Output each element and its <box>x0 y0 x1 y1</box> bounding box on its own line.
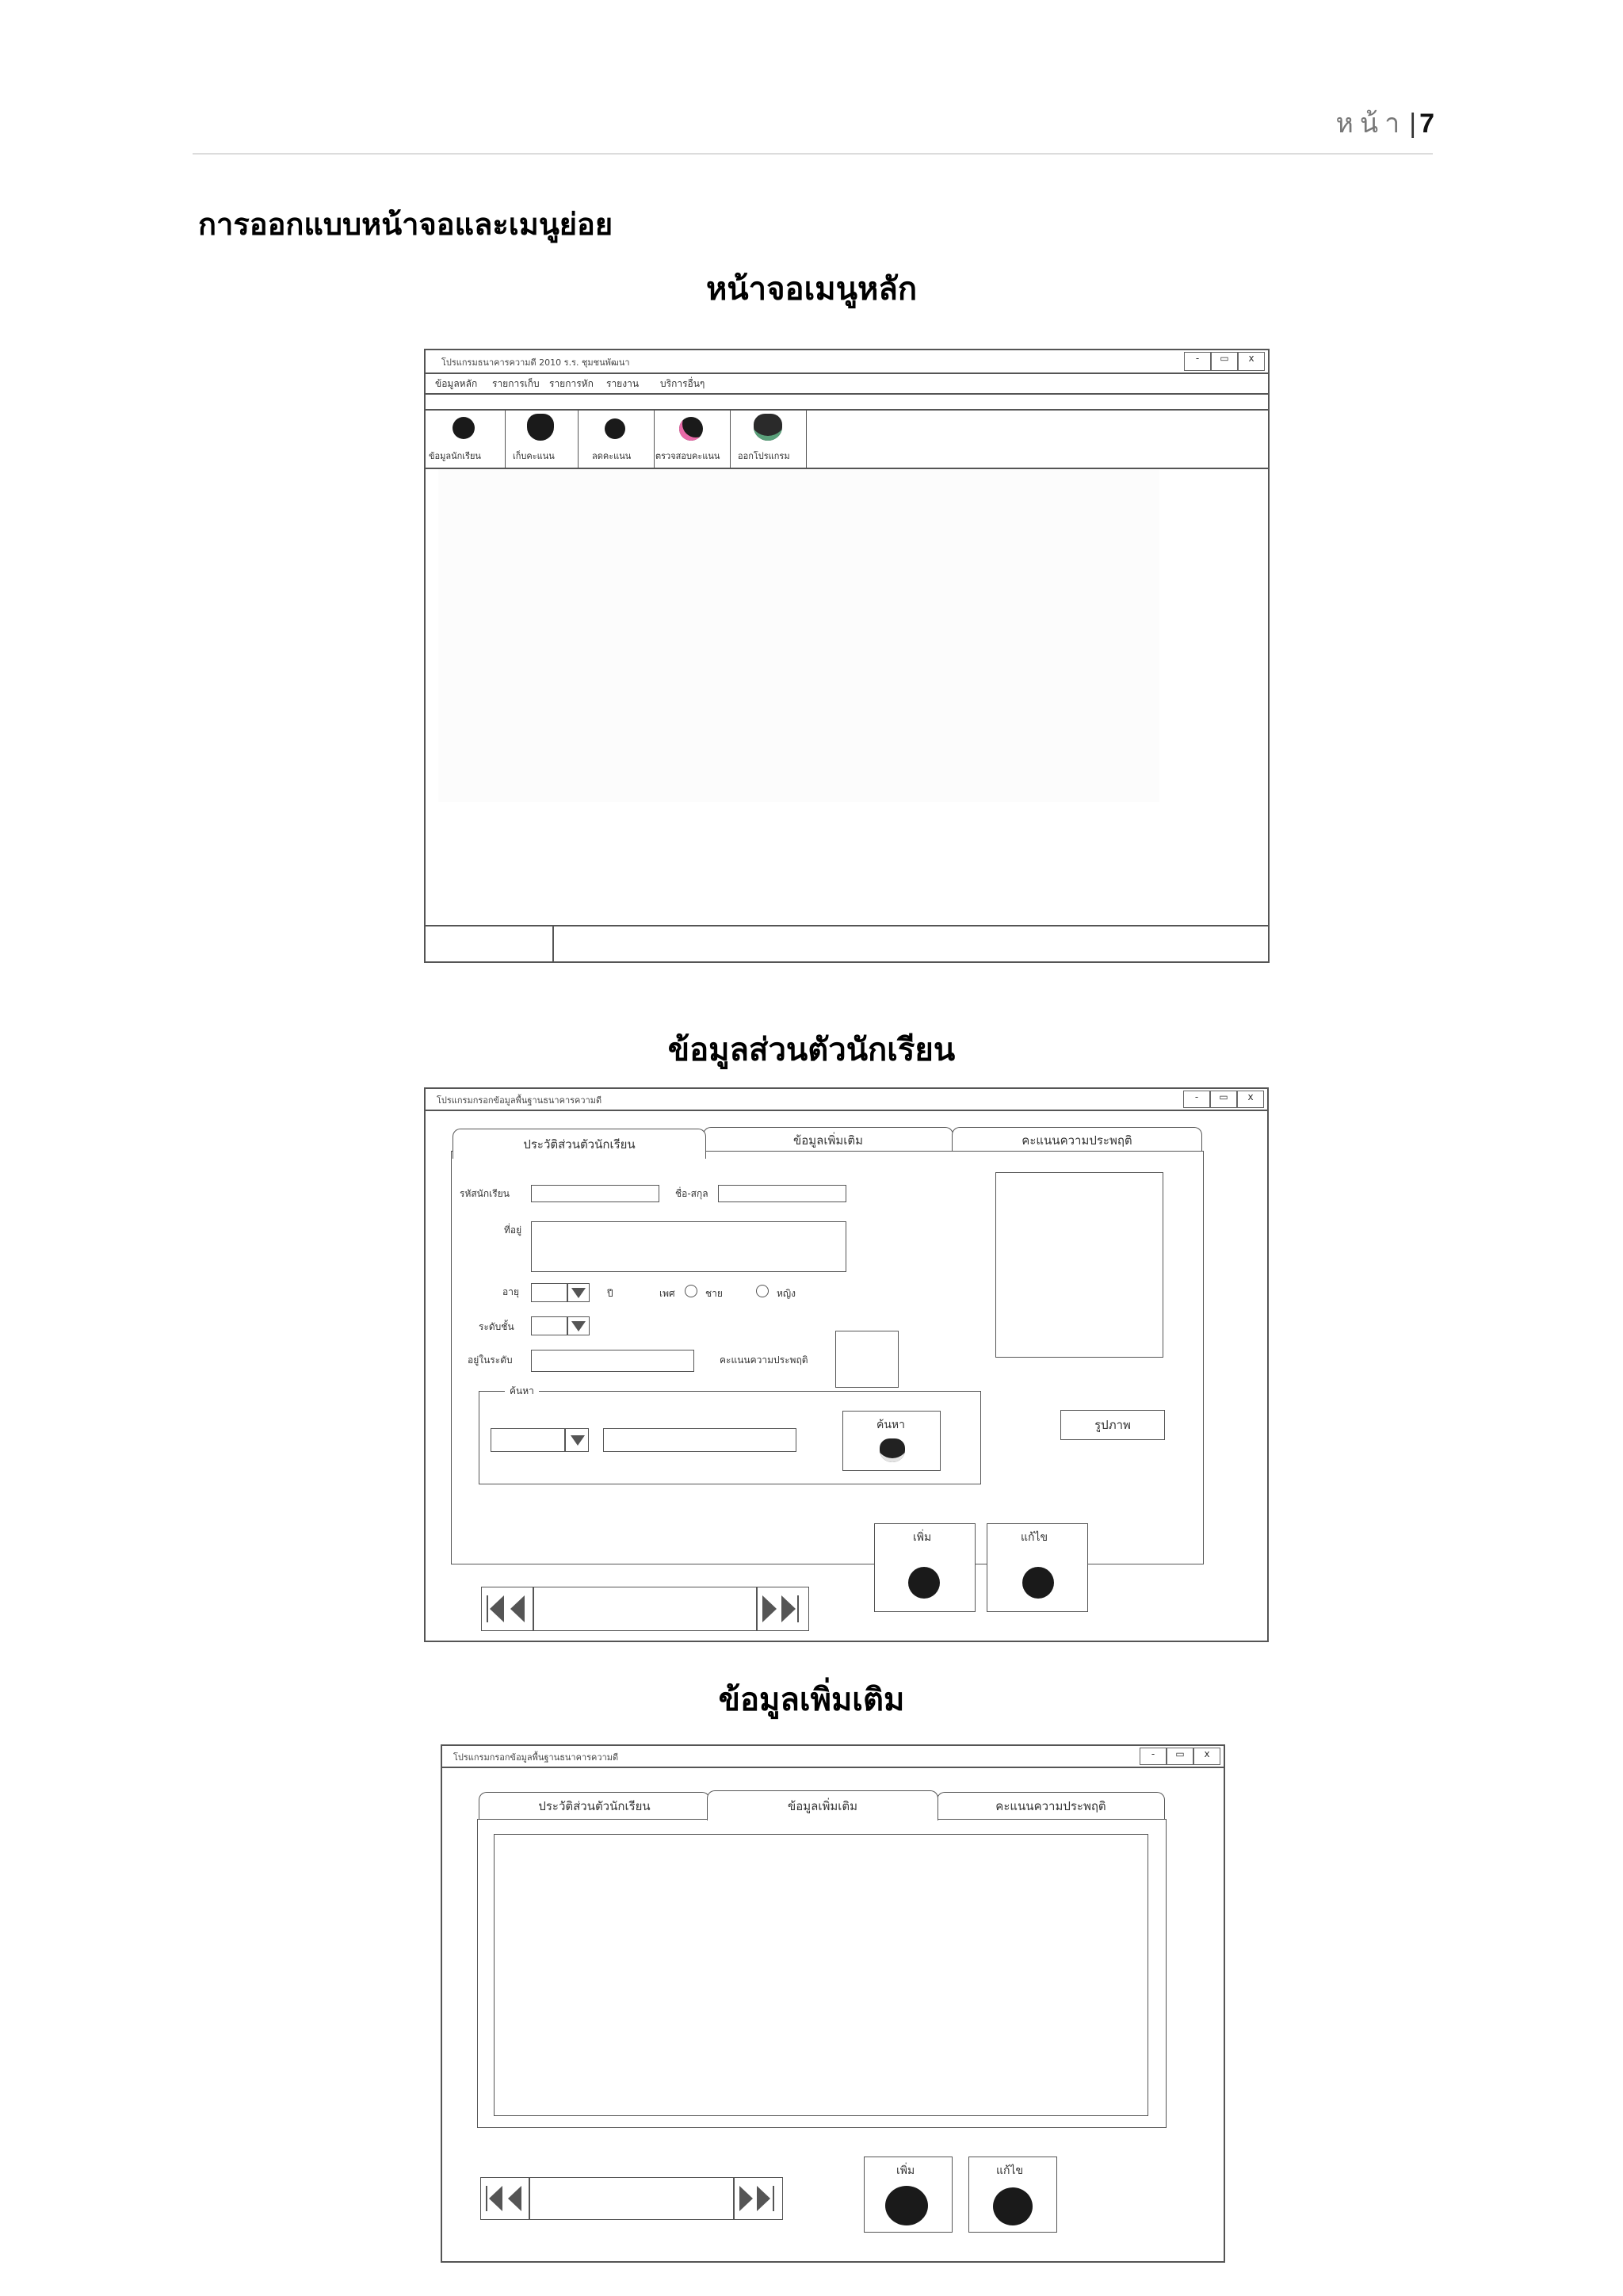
additional-info-area[interactable] <box>494 1834 1148 2116</box>
toolbar-collect-score[interactable]: เก็บคะแนน <box>505 409 579 468</box>
screen2-caption: ข้อมูลส่วนตัวนักเรียน <box>667 1032 956 1068</box>
age-label: อายุ <box>502 1286 519 1297</box>
bomb-icon <box>993 2187 1033 2225</box>
maximize-button[interactable]: ▭ <box>1210 1091 1237 1108</box>
female-radio[interactable] <box>756 1285 769 1297</box>
bomb-icon <box>885 2186 928 2225</box>
window-title: โปรแกรมธนาคารความดี 2010 ร.ร. ชุมชนพัฒนา <box>441 357 630 368</box>
window-title: โปรแกรมกรอกข้อมูลพื้นฐานธนาคารความดี <box>453 1752 619 1763</box>
photo-frame <box>995 1172 1163 1358</box>
previous-record-icon[interactable] <box>510 1595 525 1622</box>
menu-item-services[interactable]: บริการอื่นๆ <box>660 378 705 389</box>
name-label: ชื่อ-สกุล <box>675 1188 708 1199</box>
in-grade-label: อยู่ในระดับ <box>468 1354 513 1366</box>
search-group <box>479 1385 981 1484</box>
title-bar <box>426 350 1268 374</box>
previous-record-icon[interactable] <box>508 2186 521 2211</box>
toolbar-exit[interactable]: ออกโปรแกรม <box>730 409 807 468</box>
menu-bar <box>426 372 1268 395</box>
grade-select[interactable] <box>531 1316 590 1335</box>
minimize-button[interactable]: - <box>1184 352 1211 371</box>
content-area <box>438 469 1159 802</box>
add-button[interactable]: เพิ่ม <box>874 1523 976 1612</box>
in-grade-field[interactable] <box>531 1350 694 1372</box>
screen1-caption: หน้าจอเมนูหลัก <box>705 271 918 308</box>
minimize-button[interactable]: - <box>1140 1748 1167 1765</box>
title-bar <box>426 1089 1267 1111</box>
address-label: ที่อยู่ <box>504 1224 522 1236</box>
tab-conduct-score[interactable]: คะแนนความประพฤติ <box>937 1792 1165 1819</box>
search-button[interactable]: ค้นหา <box>842 1411 941 1471</box>
menu-item-main-data[interactable]: ข้อมูลหลัก <box>435 378 478 389</box>
menu-spacer <box>426 393 1268 411</box>
close-button[interactable]: x <box>1193 1748 1220 1765</box>
maximize-button[interactable]: ▭ <box>1167 1748 1193 1765</box>
tab-panel <box>477 1819 1167 2128</box>
search-field-select[interactable] <box>491 1428 589 1452</box>
female-label: หญิง <box>777 1288 796 1299</box>
exit-monster-icon <box>754 414 782 441</box>
tab-additional-info[interactable]: ข้อมูลเพิ่มเติม <box>707 1790 938 1820</box>
record-navigator <box>480 2177 783 2220</box>
last-record-icon[interactable] <box>781 1595 796 1622</box>
screen3-caption: ข้อมูลเพิ่มเติม <box>718 1682 905 1718</box>
bomb-icon <box>1022 1567 1054 1599</box>
tab-conduct-score[interactable]: คะแนนความประพฤติ <box>952 1127 1202 1152</box>
add-button[interactable]: เพิ่ม <box>864 2157 953 2233</box>
bomb-icon <box>453 417 475 439</box>
page-number-value: 7 <box>1419 109 1434 139</box>
chevron-down-icon <box>571 1435 585 1446</box>
sex-label: เพศ <box>659 1288 675 1299</box>
ball-icon <box>605 418 625 439</box>
maximize-button[interactable]: ▭ <box>1211 352 1238 371</box>
title-bar <box>442 1746 1224 1768</box>
bomb-icon <box>908 1567 940 1599</box>
menu-item-report[interactable]: รายงาน <box>606 378 640 389</box>
male-radio[interactable] <box>685 1285 697 1297</box>
tab-student-history[interactable]: ประวัติส่วนตัวนักเรียน <box>479 1792 710 1819</box>
name-field[interactable] <box>718 1185 846 1202</box>
pink-bomb-icon <box>679 417 703 441</box>
search-group-label: ค้นหา <box>505 1384 539 1399</box>
toolbar-reduce-score[interactable]: ลดคะแนน <box>578 409 655 468</box>
page-word: หน้า <box>1335 109 1407 139</box>
close-button[interactable]: x <box>1238 352 1265 371</box>
student-id-label: รหัสนักเรียน <box>460 1188 510 1199</box>
address-field[interactable] <box>531 1221 846 1272</box>
menu-item-collect[interactable]: รายการเก็บ <box>492 378 540 389</box>
first-record-icon[interactable] <box>489 2186 502 2211</box>
conduct-score-label: คะแนนความประพฤติ <box>720 1354 808 1366</box>
status-bar <box>426 925 1268 961</box>
search-monster-icon <box>880 1438 905 1462</box>
menu-item-deduct[interactable]: รายการหัก <box>549 378 594 389</box>
main-menu-window <box>424 349 1270 963</box>
conduct-score-box <box>835 1331 899 1388</box>
edit-button[interactable]: แก้ไข <box>987 1523 1088 1612</box>
toolbar <box>426 409 1268 469</box>
years-label: ปี <box>607 1288 613 1299</box>
page-number: หน้า | 7 <box>1335 109 1434 139</box>
edit-button[interactable]: แก้ไข <box>968 2157 1057 2233</box>
monster-icon <box>527 414 554 441</box>
tab-additional-info[interactable]: ข้อมูลเพิ่มเติม <box>703 1127 953 1152</box>
window-title: โปรแกรมกรอกข้อมูลพื้นฐานธนาคารความดี <box>437 1095 602 1106</box>
photo-button[interactable]: รูปภาพ <box>1060 1410 1165 1440</box>
last-record-icon[interactable] <box>757 2186 770 2211</box>
age-select[interactable] <box>531 1283 590 1302</box>
close-button[interactable]: x <box>1237 1091 1264 1108</box>
chevron-down-icon <box>571 1321 586 1331</box>
additional-info-window <box>441 1744 1225 2263</box>
toolbar-student-info[interactable]: ข้อมูลนักเรียน <box>426 409 506 468</box>
next-record-icon[interactable] <box>762 1595 777 1622</box>
search-input[interactable] <box>603 1428 796 1452</box>
next-record-icon[interactable] <box>739 2186 753 2211</box>
chevron-down-icon <box>571 1288 586 1298</box>
student-id-field[interactable] <box>531 1185 659 1202</box>
male-label: ชาย <box>705 1288 723 1299</box>
section-title: การออกแบบหน้าจอและเมนูย่อย <box>198 207 613 242</box>
student-info-window <box>424 1087 1269 1642</box>
minimize-button[interactable]: - <box>1183 1091 1210 1108</box>
grade-label: ระดับชั้น <box>479 1321 514 1332</box>
first-record-icon[interactable] <box>490 1595 504 1622</box>
record-navigator <box>481 1587 809 1631</box>
toolbar-check-score[interactable]: ตรวจสอบคะแนน <box>654 409 731 468</box>
tab-panel <box>451 1151 1204 1564</box>
header-rule <box>193 153 1433 155</box>
tab-student-history[interactable]: ประวัติส่วนตัวนักเรียน <box>453 1129 706 1159</box>
